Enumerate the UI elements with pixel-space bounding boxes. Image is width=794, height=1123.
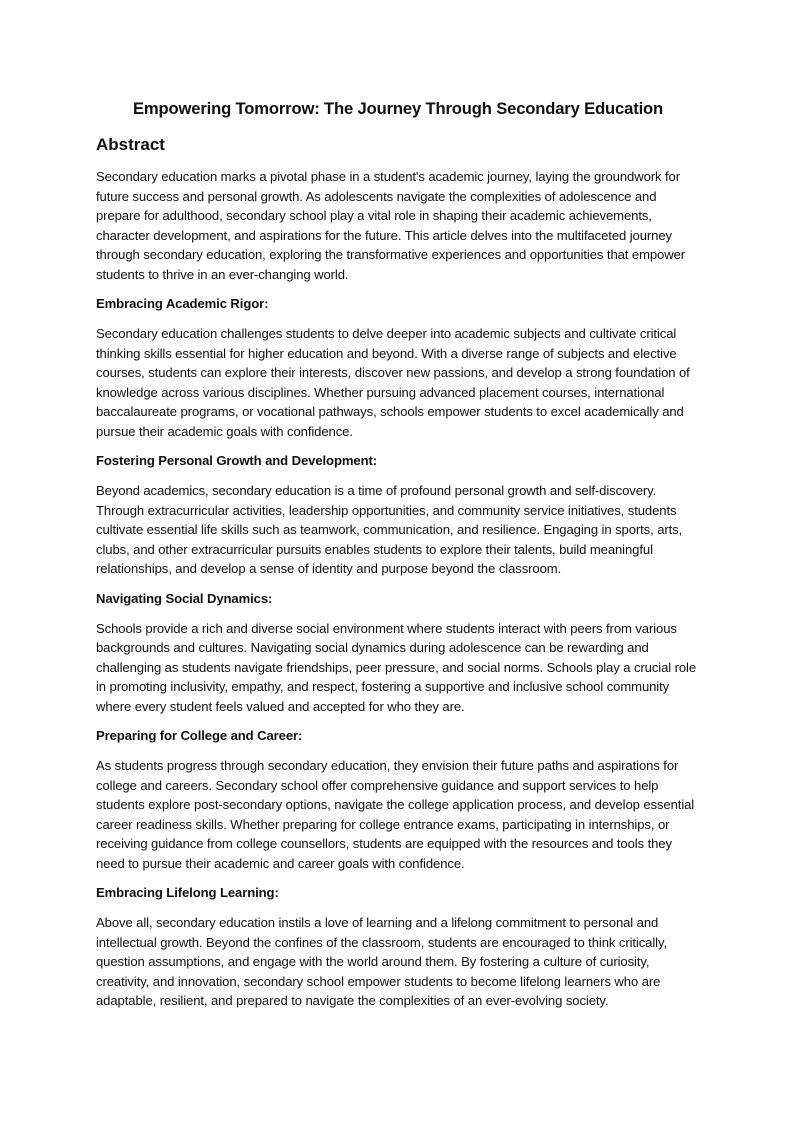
section-heading-social-dynamics: Navigating Social Dynamics:	[96, 590, 273, 606]
section-heading-college-career: Preparing for College and Career:	[96, 728, 303, 743]
document-title: Empowering Tomorrow: The Journey Through Secondary Education	[132, 99, 664, 118]
section-paragraph-social-dynamics: Schools provide a rich and diverse social environment where students interact with peers from various backgrounds and cultures. Navigating social dynamics during adolescence can be rewarding and challenging as students navigate friendships, peer pressure, and social norms. Schools play a crucial role in promoting inclusivity, empathy, and respect, fostering a supportive and inclusive school community where every student feels valued and accepted for who they are.	[96, 620, 697, 714]
document-page	[96, 96, 700, 1011]
abstract-heading: Abstract	[96, 135, 165, 154]
section-paragraph-college-career: As students progress through secondary education, they envision their future paths and aspirations for college and careers. Secondary school offer comprehensive guidance and support services to help students explore post-secondary options, navigate the college application process, and develop essential career readiness skills. Whether preparing for college entrance exams, participating in internships, or receiving guidance from college counsellors, students are equipped with the resources and tools they need to pursue their academic and career goals with confidence.	[96, 758, 695, 871]
section-paragraph-academic-rigor: Secondary education challenges students to delve deeper into academic subjects and cultivate critical thinking skills essential for higher education and beyond. With a diverse range of subjects and elective courses, students can explore their interests, discover new passions, and develop a strong foundation of knowledge across various disciplines. Whether pursuing advanced placement courses, international baccalaureate programs, or vocational pathways, schools empower students to excel academically and pursue their academic goals with confidence.	[96, 326, 690, 439]
abstract-paragraph: Secondary education marks a pivotal phase in a student's academic journey, laying the groundwork for future success and personal growth. As adolescents navigate the complexities of adolescence and prepare for adulthood, secondary school play a vital role in shaping their academic achievements, character development, and aspirations for the future. This article delves into the multifaceted journey through secondary education, exploring the transformative experiences and opportunities that empower students to thrive in an ever-changing world.	[96, 169, 686, 282]
section-heading-academic-rigor: Embracing Academic Rigor:	[96, 296, 269, 311]
section-heading-lifelong-learning: Embracing Lifelong Learning:	[96, 885, 279, 900]
section-paragraph-personal-growth: Beyond academics, secondary education is a time of profound personal growth and self-discovery. Through extracurricular activities, leadership opportunities, and community service initiatives, students cultivate essential life skills such as teamwork, communication, and resilience. Engaging in sports, arts, clubs, and other extracurricular pursuits enables students to explore their talents, build meaningful relationships, and develop a sense of identity and purpose beyond the classroom.	[96, 483, 683, 576]
section-paragraph-lifelong-learning: Above all, secondary education instils a love of learning and a lifelong commitment to personal and intellectual growth. Beyond the confines of the classroom, students are encouraged to think critically, question assumptions, and engage with the world around them. By fostering a culture of curiosity, creativity, and innovation, secondary school empower students to become lifelong learners who are adaptable, resilient, and prepared to navigate the complexities of an ever-evolving society.	[96, 915, 667, 1008]
section-heading-personal-growth: Fostering Personal Growth and Development:	[96, 453, 377, 468]
